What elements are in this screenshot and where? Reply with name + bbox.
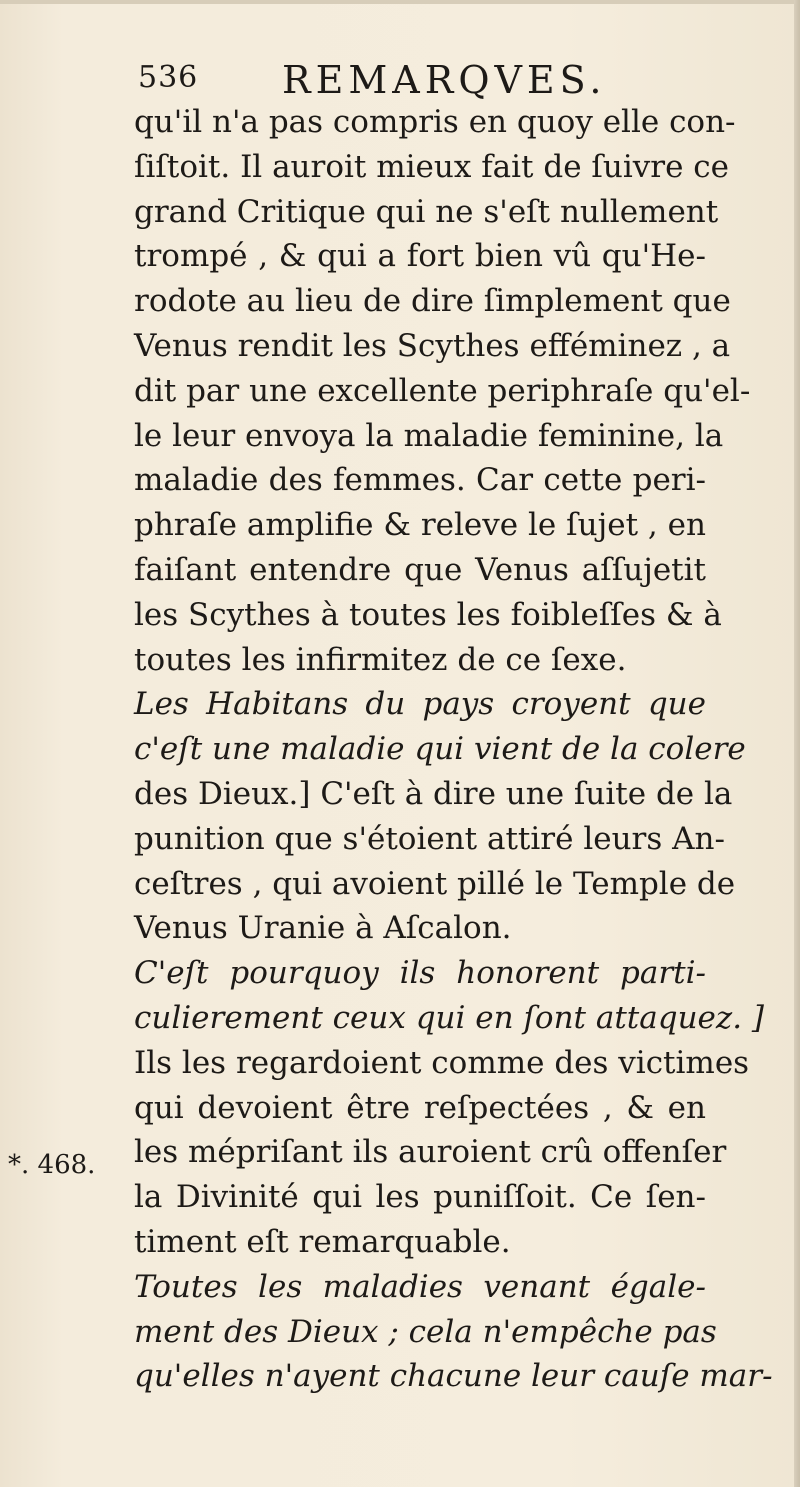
body-text [134, 100, 773, 1399]
text-line: Venus Uranie à Aſcalon. [134, 910, 512, 947]
text-line: grand Critique qui ne s'eſt nullement [134, 193, 719, 230]
text-line: la Divinité qui les puniſſoit. Ce ſen- [134, 1179, 706, 1216]
lemma-line: ment des Dieux ; cela n'empêche pas [134, 1313, 717, 1350]
lemma-line: culierement ceux qui en ſont attaquez. ] [134, 999, 765, 1036]
text-line: les Scythes à toutes les foibleſſes & à [134, 596, 722, 633]
text-line: ſiſtoit. Il auroit mieux fait de ſuivre ce [134, 148, 730, 185]
text-line: le leur envoya la maladie feminine, la [134, 417, 724, 454]
page-number: 536 [138, 60, 199, 95]
text-line: Ils les regardoient comme des victimes [134, 1044, 750, 1081]
text-line: Venus rendit les Scythes efféminez , a [134, 327, 731, 364]
text-line: punition que s'étoient attiré leurs An- [134, 820, 725, 857]
page-right-edge [794, 0, 800, 1487]
text-line: phraſe amplifie & releve le ſujet , en [134, 507, 706, 544]
text-line: des Dieux.] C'eſt à dire une ſuite de la [134, 775, 733, 812]
lemma-line: c'eſt une maladie qui vient de la colere [134, 731, 746, 768]
lemma-line: Les Habitans du pays croyent que [134, 686, 706, 723]
text-line: maladie des femmes. Car cette peri- [134, 462, 706, 499]
text-line: toutes les infirmitez de ce ſexe. [134, 641, 627, 678]
margin-note: *. 468. [8, 1150, 96, 1180]
text-line: trompé , & qui a fort bien vû qu'He- [134, 238, 706, 275]
text-line: faiſant entendre que Venus aſſujetit [134, 551, 706, 588]
page-header [0, 58, 800, 102]
text-line: rodote au lieu de dire ſimplement que [134, 283, 731, 320]
text-line: timent eſt remarquable. [134, 1223, 511, 1260]
running-title: REMARQVES. [282, 58, 607, 102]
text-line: qui devoient être reſpectées , & en [134, 1089, 706, 1126]
text-line: dit par une excellente periphraſe qu'el- [134, 372, 751, 409]
page-top-edge [0, 0, 800, 4]
text-line: ceſtres , qui avoient pillé le Temple de [134, 865, 736, 902]
text-line: qu'il n'a pas compris en quoy elle con- [134, 104, 736, 140]
lemma-line: C'eſt pourquoy ils honorent parti- [134, 955, 706, 992]
text-line: les mépriſant ils auroient crû offenſer [134, 1134, 727, 1171]
lemma-line: Toutes les maladies venant égale- [134, 1268, 706, 1305]
lemma-line: qu'elles n'ayent chacune leur cauſe mar- [134, 1358, 773, 1395]
